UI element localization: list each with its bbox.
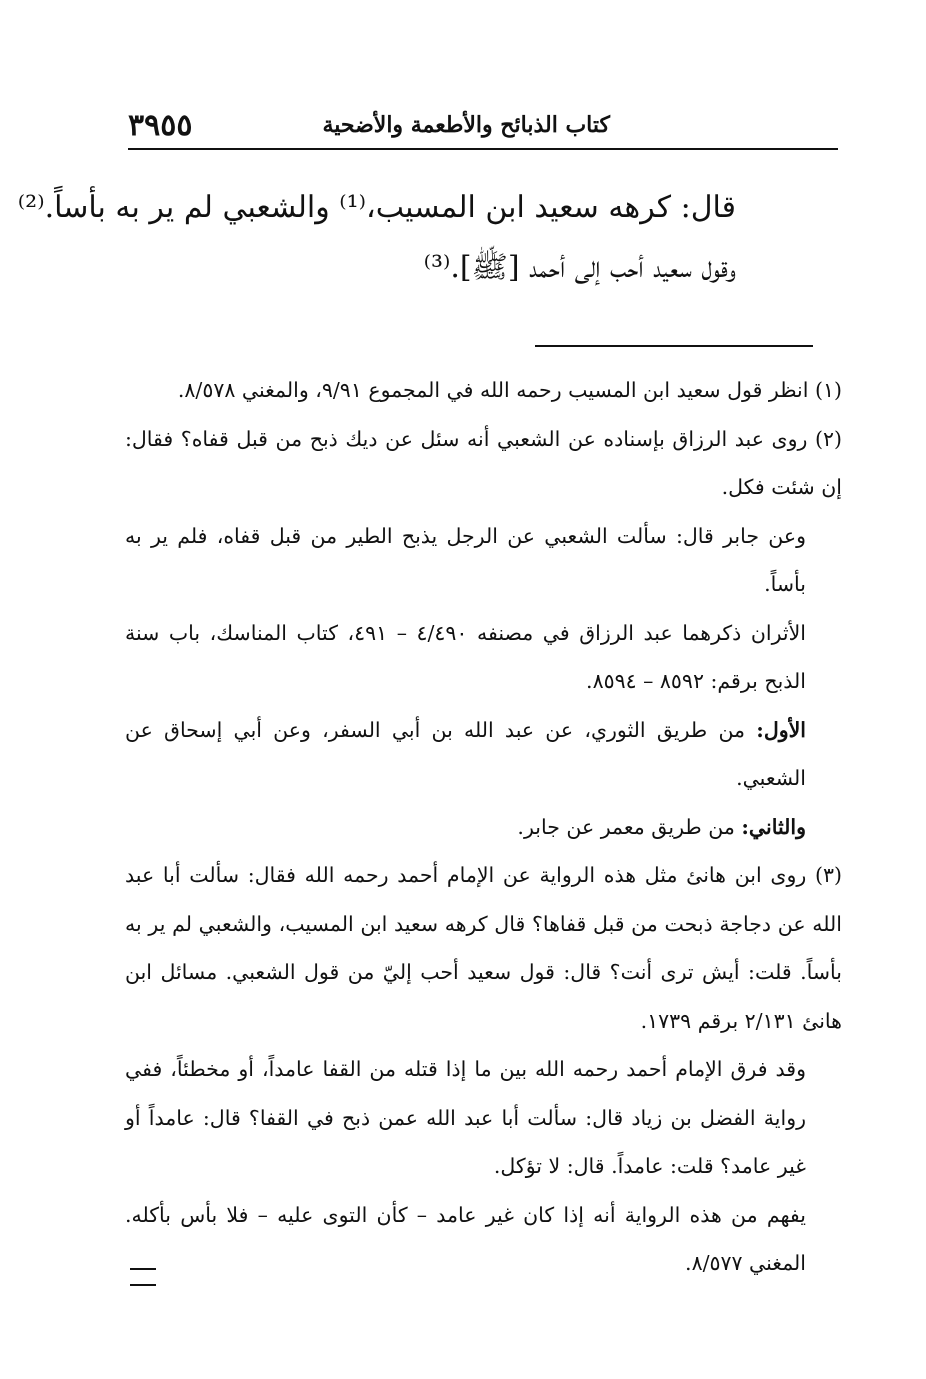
footnote-paragraph [125, 609, 842, 706]
footnote-marker: (٢) [814, 426, 842, 451]
footnote-text: انظر قول سعيد ابن المسيب رحمه الله في المجموع ٩/٩١، والمغني ٨/٥٧٨. [177, 378, 809, 402]
footnote-3 [125, 851, 842, 1045]
footnote-1 [125, 366, 842, 415]
footnote-2 [125, 415, 842, 512]
footnote-text: من طريق معمر عن جابر. [517, 814, 735, 839]
continuation-mark [130, 1268, 156, 1286]
footnote-paragraph [125, 803, 842, 852]
footnote-text: يفهم من هذه الرواية أنه إذا كان غير عامد – كأن التوى عليه – فلا بأس بأكله. المغني ٨/٥٧٧. [125, 1202, 806, 1275]
page-number: ٣٩٥٥ [128, 108, 193, 143]
main-line: قال: كرهه سعيد ابن المسيب،⁽¹⁾ والشعبي لم ير به بأساً.⁽²⁾ [17, 190, 736, 225]
footnote-text: وعن جابر قال: سألت الشعبي عن الرجل يذبح الطير من قبل قفاه، فلم ير به بأساً. [125, 523, 806, 596]
running-header [128, 108, 838, 150]
footnote-text: من طريق الثوري، عن عبد الله بن أبي السفر، وعن أبي إسحاق عن الشعبي. [125, 717, 806, 790]
footnote-text: روى عبد الرزاق بإسناده عن الشعبي أنه سئل عن ديك ذبح من قبل قفاه؟ فقال: إن شئت فكل. [125, 426, 842, 499]
footnote-paragraph [125, 706, 842, 803]
footnote-lead: والثاني: [741, 814, 806, 839]
footnote-text: روى ابن هانئ مثل هذه الرواية عن الإمام أحمد رحمه الله فقال: سألت أبا عبد الله عن دجاجة ذبحت من قبل قفاها؟ قال كرهه سعيد ابن المسيب، والشعبي لم ير به بأساً. قلت: أيش ترى أنت؟ قال: قول سعيد أحب إليّ من قول الشعبي. مسائل ابن هانئ ٢/١٣١ برقم ١٧٣٩. [125, 863, 842, 1033]
main-line: وقول سعيد أحب إلى أحمد [ﷺ].⁽³⁾ [423, 250, 736, 285]
footnote-separator [535, 345, 813, 347]
footnote-paragraph [125, 1191, 842, 1288]
footnotes [125, 366, 842, 1288]
footnote-marker: (٣) [814, 863, 842, 887]
footnote-paragraph [125, 1045, 842, 1191]
footnote-lead: الأول: [756, 717, 806, 742]
footnote-text: وقد فرق الإمام أحمد رحمه الله بين ما إذا قتله من القفا عامداً، أو مخطئاً، ففي رواية الفضل بن زياد قال: سألت أبا عبد الله عمن ذبح في القفا؟ قال: عامداً أو غير عامد؟ قلت: عامداً. قال: لا تؤكل. [125, 1057, 806, 1178]
footnote-text: الأثران ذكرهما عبد الرزاق في مصنفه ٤/٤٩٠ – ٤٩١، كتاب المناسك، باب سنة الذبح برقم: ٨٥٩٢ – ٨٥٩٤. [125, 620, 806, 693]
main-text [17, 178, 736, 298]
footnote-marker: (١) [814, 378, 842, 402]
footnote-paragraph [125, 512, 842, 609]
book-title: كتاب الذبائح والأطعمة والأضحية [322, 112, 610, 138]
